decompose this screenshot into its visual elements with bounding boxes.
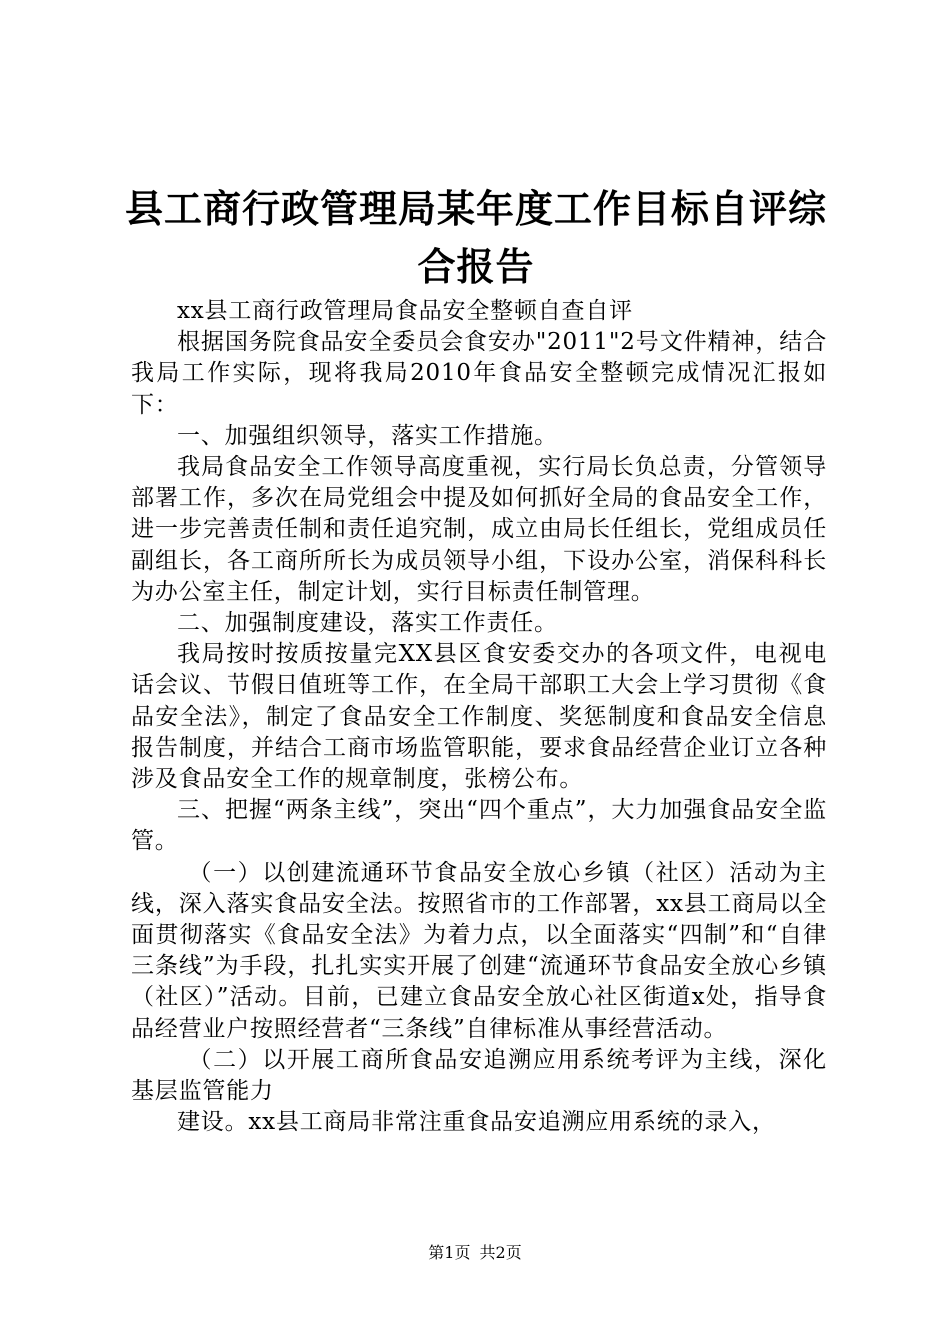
paragraph-subtitle: xx县工商行政管理局食品安全整顿自查自评: [177, 298, 633, 324]
page-total: 共2页: [479, 1243, 522, 1262]
page-footer: [0, 1243, 950, 1263]
section-heading-3: 三、把握“两条主线”，突出“四个重点”，大力加强食品安全监管。: [131, 797, 827, 855]
paragraph-subsection-2: （二）以开展工商所食品安追溯应用系统考评为主线，深化基层监管能力: [131, 1046, 827, 1105]
paragraph-section-1: 我局食品安全工作领导高度重视，实行局长负总责，分管领导部署工作，多次在局党组会中提及如何抓好全局的食品安全工作，进一步完善责任制和责任追究制，成立由局长任组长，党组成员任副组长，各工商所所长为成员领导小组，下设办公室，消保科科长为办公室主任，制定计划，实行目标责任制管理。: [131, 454, 827, 605]
document-body: [131, 296, 827, 1138]
paragraph-section-2: 我局按时按质按量完XX县区食安委交办的各项文件，电视电话会议、节假日值班等工作，在全局干部职工大会上学习贯彻《食品安全法》，制定了食品安全工作制度、奖惩制度和食品安全信息报告制度，并结合工商市场监管职能，要求食品经营企业订立各种涉及食品安全工作的规章制度，张榜公布。: [131, 641, 827, 793]
paragraph-continuation: 建设。xx县工商局非常注重食品安追溯应用系统的录入，: [177, 1109, 776, 1136]
paragraph-intro: 根据国务院食品安全委员会食安办"2011"2号文件精神，结合我局工作实际，现将我局2010年食品安全整顿完成情况汇报如下：: [131, 329, 827, 418]
paragraph-subsection-1: （一）以创建流通环节食品安全放心乡镇（社区）活动为主线，深入落实食品安全法。按照省市的工作部署，xx县工商局以全面贯彻落实《食品安全法》为着力点，以全面落实“四制”和“自律三条线”为手段，扎扎实实开展了创建“流通环节食品安全放心乡镇（社区）”活动。目前，已建立食品安全放心社区街道x处，指导食品经营业户按照经营者“三条线”自律标准从事经营活动。: [131, 859, 827, 1042]
section-heading-1: 一、加强组织领导，落实工作措施。: [177, 422, 558, 449]
page-number: 第1页: [428, 1243, 471, 1262]
section-heading-2: 二、加强制度建设，落实工作责任。: [177, 610, 558, 637]
document-title: 县工商行政管理局某年度工作目标自评综合报告: [124, 187, 827, 289]
